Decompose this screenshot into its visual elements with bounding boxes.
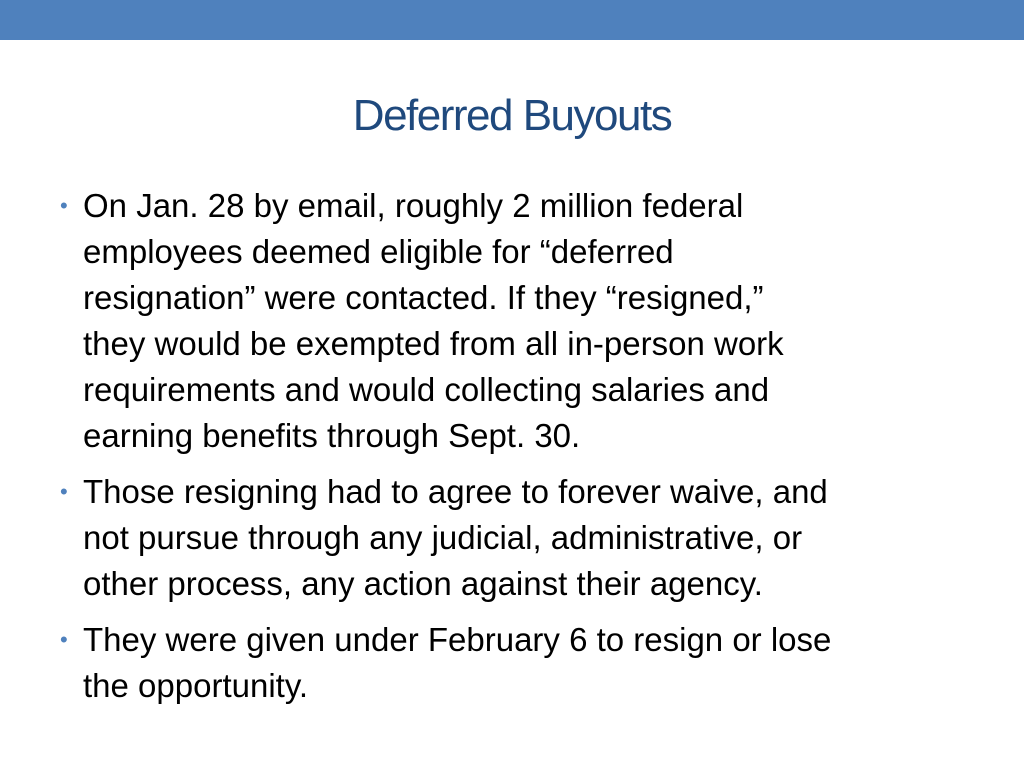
bullet-item bbox=[56, 469, 976, 607]
bullet-line: they would be exempted from all in-person work bbox=[83, 325, 784, 362]
bullet-list bbox=[56, 183, 976, 719]
bullet-line: the opportunity. bbox=[83, 667, 309, 704]
bullet-text bbox=[83, 469, 976, 607]
bullet-text bbox=[83, 617, 976, 709]
bullet-item bbox=[56, 183, 976, 459]
bullet-line: They were given under February 6 to resign or lose bbox=[83, 621, 832, 658]
bullet-text bbox=[83, 183, 976, 459]
bullet-line: not pursue through any judicial, administrative, or bbox=[83, 519, 803, 556]
bullet-dot-icon: • bbox=[60, 193, 68, 218]
bullet-line: Those resigning had to agree to forever waive, and bbox=[83, 473, 828, 510]
top-accent-bar bbox=[0, 0, 1024, 40]
bullet-line: earning benefits through Sept. 30. bbox=[83, 417, 581, 454]
bullet-line: resignation” were contacted. If they “resigned,” bbox=[83, 279, 764, 316]
bullet-dot-icon: • bbox=[60, 627, 68, 652]
bullet-item bbox=[56, 617, 976, 709]
bullet-line: employees deemed eligible for “deferred bbox=[83, 233, 674, 270]
bullet-line: On Jan. 28 by email, roughly 2 million federal bbox=[83, 187, 744, 224]
bullet-line: other process, any action against their agency. bbox=[83, 565, 763, 602]
bullet-line: requirements and would collecting salaries and bbox=[83, 371, 770, 408]
bullet-dot-icon: • bbox=[60, 479, 68, 504]
slide-title: Deferred Buyouts bbox=[352, 91, 672, 140]
